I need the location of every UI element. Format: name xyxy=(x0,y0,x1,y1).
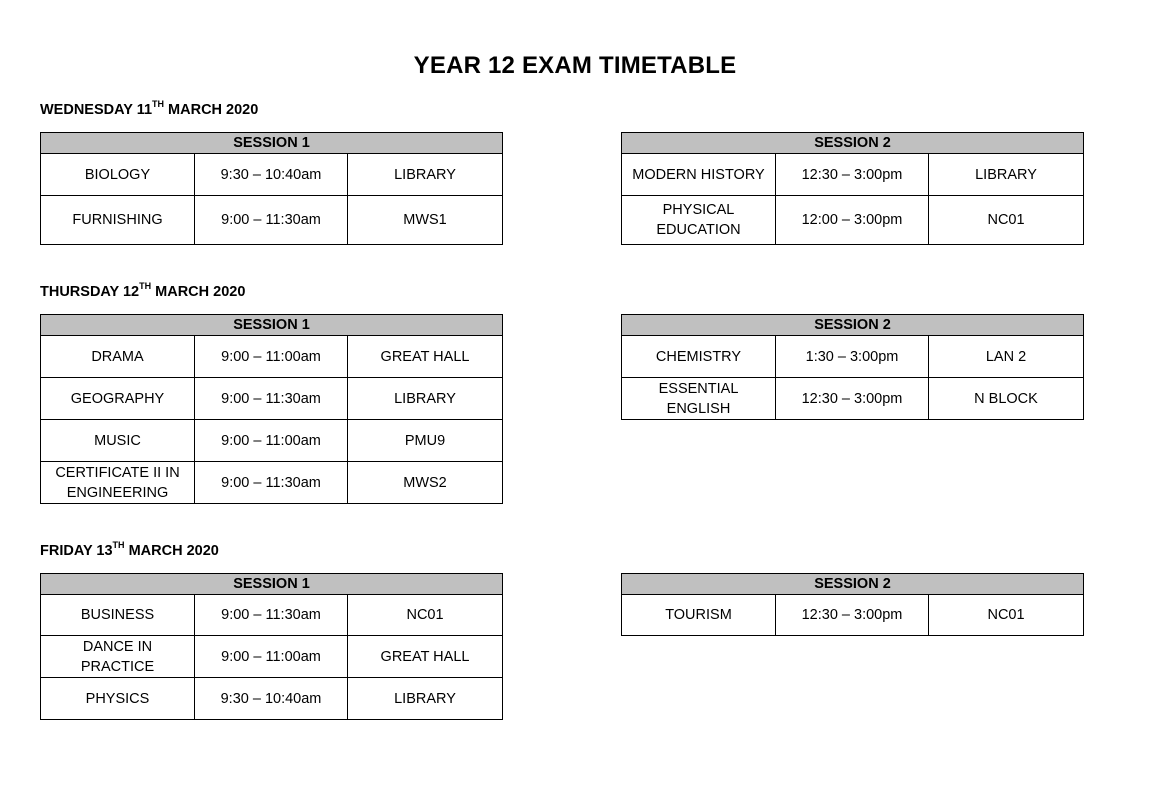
thursday-session-2-table xyxy=(621,314,1084,420)
subject-cell: TOURISM xyxy=(622,595,776,636)
time-cell: 9:00 – 11:00am xyxy=(195,636,348,678)
room-cell: LIBRARY xyxy=(348,378,503,420)
room-cell: N BLOCK xyxy=(929,378,1084,420)
time-cell: 12:00 – 3:00pm xyxy=(776,196,929,245)
subject-cell: GEOGRAPHY xyxy=(41,378,195,420)
time-cell: 9:30 – 10:40am xyxy=(195,678,348,720)
session-header: SESSION 2 xyxy=(622,133,1084,154)
table-row xyxy=(41,678,503,720)
table-row xyxy=(622,595,1084,636)
room-cell: PMU9 xyxy=(348,420,503,462)
subject-cell: PHYSICAL EDUCATION xyxy=(622,196,776,245)
table-row xyxy=(41,462,503,504)
page-title: YEAR 12 EXAM TIMETABLE xyxy=(413,52,737,79)
wednesday-session-2-table xyxy=(621,132,1084,245)
friday-session-2-table xyxy=(621,573,1084,636)
subject-cell: MUSIC xyxy=(41,420,195,462)
room-cell: GREAT HALL xyxy=(348,636,503,678)
table-row xyxy=(41,636,503,678)
subject-cell: CERTIFICATE II IN ENGINEERING xyxy=(41,462,195,504)
thursday-session-1-table xyxy=(40,314,503,504)
session-header: SESSION 2 xyxy=(622,574,1084,595)
day-heading-thursday: THURSDAY 12TH MARCH 2020 xyxy=(40,281,246,300)
subject-cell: CHEMISTRY xyxy=(622,336,776,378)
subject-cell: DANCE IN PRACTICE xyxy=(41,636,195,678)
subject-cell: BUSINESS xyxy=(41,595,195,636)
table-row xyxy=(622,196,1084,245)
friday-session-1-table xyxy=(40,573,503,720)
day-heading-friday: FRIDAY 13TH MARCH 2020 xyxy=(40,540,219,559)
subject-cell: BIOLOGY xyxy=(41,154,195,196)
room-cell: NC01 xyxy=(348,595,503,636)
table-row xyxy=(622,336,1084,378)
table-row xyxy=(622,154,1084,196)
table-row xyxy=(41,378,503,420)
room-cell: LIBRARY xyxy=(348,678,503,720)
session-header: SESSION 1 xyxy=(41,574,503,595)
time-cell: 1:30 – 3:00pm xyxy=(776,336,929,378)
time-cell: 9:00 – 11:30am xyxy=(195,462,348,504)
session-header: SESSION 1 xyxy=(41,133,503,154)
table-row xyxy=(41,336,503,378)
time-cell: 9:00 – 11:30am xyxy=(195,595,348,636)
room-cell: LIBRARY xyxy=(348,154,503,196)
time-cell: 9:00 – 11:30am xyxy=(195,196,348,245)
table-row xyxy=(622,378,1084,420)
wednesday-session-1-table xyxy=(40,132,503,245)
subject-cell: PHYSICS xyxy=(41,678,195,720)
time-cell: 9:00 – 11:30am xyxy=(195,378,348,420)
time-cell: 9:00 – 11:00am xyxy=(195,336,348,378)
room-cell: LAN 2 xyxy=(929,336,1084,378)
room-cell: MWS2 xyxy=(348,462,503,504)
time-cell: 12:30 – 3:00pm xyxy=(776,595,929,636)
table-row xyxy=(41,154,503,196)
time-cell: 12:30 – 3:00pm xyxy=(776,154,929,196)
room-cell: GREAT HALL xyxy=(348,336,503,378)
subject-cell: DRAMA xyxy=(41,336,195,378)
session-header: SESSION 1 xyxy=(41,315,503,336)
room-cell: NC01 xyxy=(929,595,1084,636)
subject-cell: FURNISHING xyxy=(41,196,195,245)
subject-cell: ESSENTIAL ENGLISH xyxy=(622,378,776,420)
subject-cell: MODERN HISTORY xyxy=(622,154,776,196)
time-cell: 12:30 – 3:00pm xyxy=(776,378,929,420)
time-cell: 9:00 – 11:00am xyxy=(195,420,348,462)
table-row xyxy=(41,196,503,245)
room-cell: LIBRARY xyxy=(929,154,1084,196)
room-cell: NC01 xyxy=(929,196,1084,245)
table-row xyxy=(41,420,503,462)
room-cell: MWS1 xyxy=(348,196,503,245)
day-heading-wednesday: WEDNESDAY 11TH MARCH 2020 xyxy=(40,99,259,118)
session-header: SESSION 2 xyxy=(622,315,1084,336)
table-row xyxy=(41,595,503,636)
time-cell: 9:30 – 10:40am xyxy=(195,154,348,196)
